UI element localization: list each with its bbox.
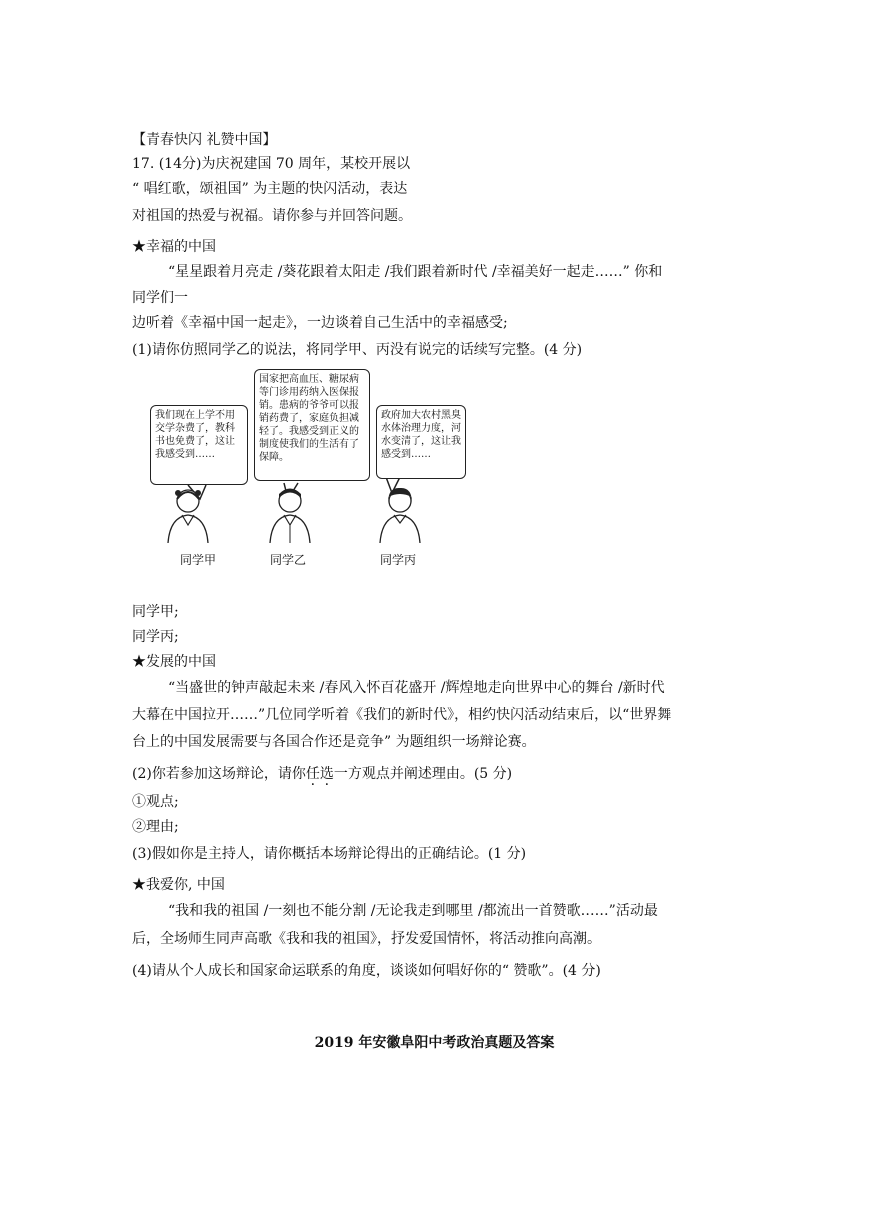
question-17-line1: 17. (14分)为庆祝建国 70 周年，某校开展以 <box>132 156 411 172</box>
document-title: 2019 年安徽阜阳中考政治真题及答案 <box>314 1035 555 1051</box>
part2-paragraph-line3: 台上的中国发展需要与各国合作还是竞争” 为题组织一场辩论赛。 <box>132 734 536 750</box>
part2-paragraph-line1: “当盛世的钟声敲起未来 /春风入怀百花盛开 /辉煌地走向世界中心的舞台 /新时代 <box>168 680 665 696</box>
part1-paragraph-line2: 同学们一 <box>132 290 188 306</box>
part1-paragraph-line3: 边听着《幸福中国一起走》，一边谈着自己生活中的幸福感受; <box>132 315 508 331</box>
question-4: (4)请从个人成长和国家命运联系的角度，谈谈如何唱好你的“ 赞歌”。(4 分) <box>132 963 601 979</box>
student-bing-figure <box>370 485 430 545</box>
caption-yi: 同学乙 <box>270 553 307 567</box>
question-17-line3: 对祖国的热爱与祝福。请你参与并回答问题。 <box>132 208 412 224</box>
part3-title: ★我爱你, 中国 <box>132 877 225 893</box>
question-2-emphasis-ren: 任 <box>305 766 320 782</box>
answer-bing: 同学丙; <box>132 629 179 645</box>
question-3: (3)假如你是主持人，请你概括本场辩论得出的正确结论。(1 分) <box>132 846 527 862</box>
question-2-suffix: 一方观点并阐述理由。(5 分) <box>333 766 513 782</box>
question-2-emphasis-xuan: 选 <box>319 766 334 782</box>
caption-bing: 同学丙 <box>380 553 417 567</box>
speech-bubble-yi <box>254 369 370 481</box>
part1-title: ★幸福的中国 <box>132 239 216 255</box>
question-2-prefix: (2)你若参加这场辩论，请你 <box>132 766 306 782</box>
section-heading: 【青春快闪 礼赞中国】 <box>132 132 277 148</box>
student-jia-figure <box>158 485 218 545</box>
question-17-line2: “ 唱红歌，颂祖国” 为主题的快闪活动，表达 <box>132 181 408 197</box>
question-2-viewpoint: ①观点; <box>132 794 179 810</box>
part3-paragraph-line2: 后，全场师生同声高歌《我和我的祖国》，抒发爱国情怀，将活动推向高潮。 <box>132 931 601 947</box>
students-illustration <box>148 367 462 573</box>
part3-paragraph-line1: “我和我的祖国 /一刻也不能分割 /无论我走到哪里 /都流出一首赞歌……”活动最 <box>168 903 658 919</box>
speech-text-bing: 政府加大农村黑臭水体治理力度，河水变清了，这让我感受到…… <box>381 410 461 460</box>
part2-title: ★发展的中国 <box>132 654 216 670</box>
caption-jia: 同学甲 <box>180 553 217 567</box>
question-1: (1)请你仿照同学乙的说法，将同学甲、丙没有说完的话续写完整。(4 分) <box>132 342 583 358</box>
answer-jia: 同学甲; <box>132 604 179 620</box>
part1-paragraph-line1: “星星跟着月亮走 /葵花跟着太阳走 /我们跟着新时代 /幸福美好一起走……” 你和 <box>168 264 663 280</box>
speech-text-yi: 国家把高血压、糖尿病等门诊用药纳入医保报销。患病的爷爷可以报销药费了，家庭负担减轻了。我感受到正义的制度使我们的生活有了保障。 <box>259 374 359 463</box>
question-2-reason: ②理由; <box>132 819 179 835</box>
speech-text-jia: 我们现在上学不用交学杂费了，教科书也免费了，这让我感受到…… <box>155 410 235 460</box>
student-yi-figure <box>260 485 320 545</box>
part2-paragraph-line2: 大幕在中国拉开……”几位同学听着《我们的新时代》，相约快闪活动结束后，以“世界舞 <box>132 707 672 723</box>
speech-bubble-bing <box>376 405 466 479</box>
question-2 <box>132 765 512 783</box>
